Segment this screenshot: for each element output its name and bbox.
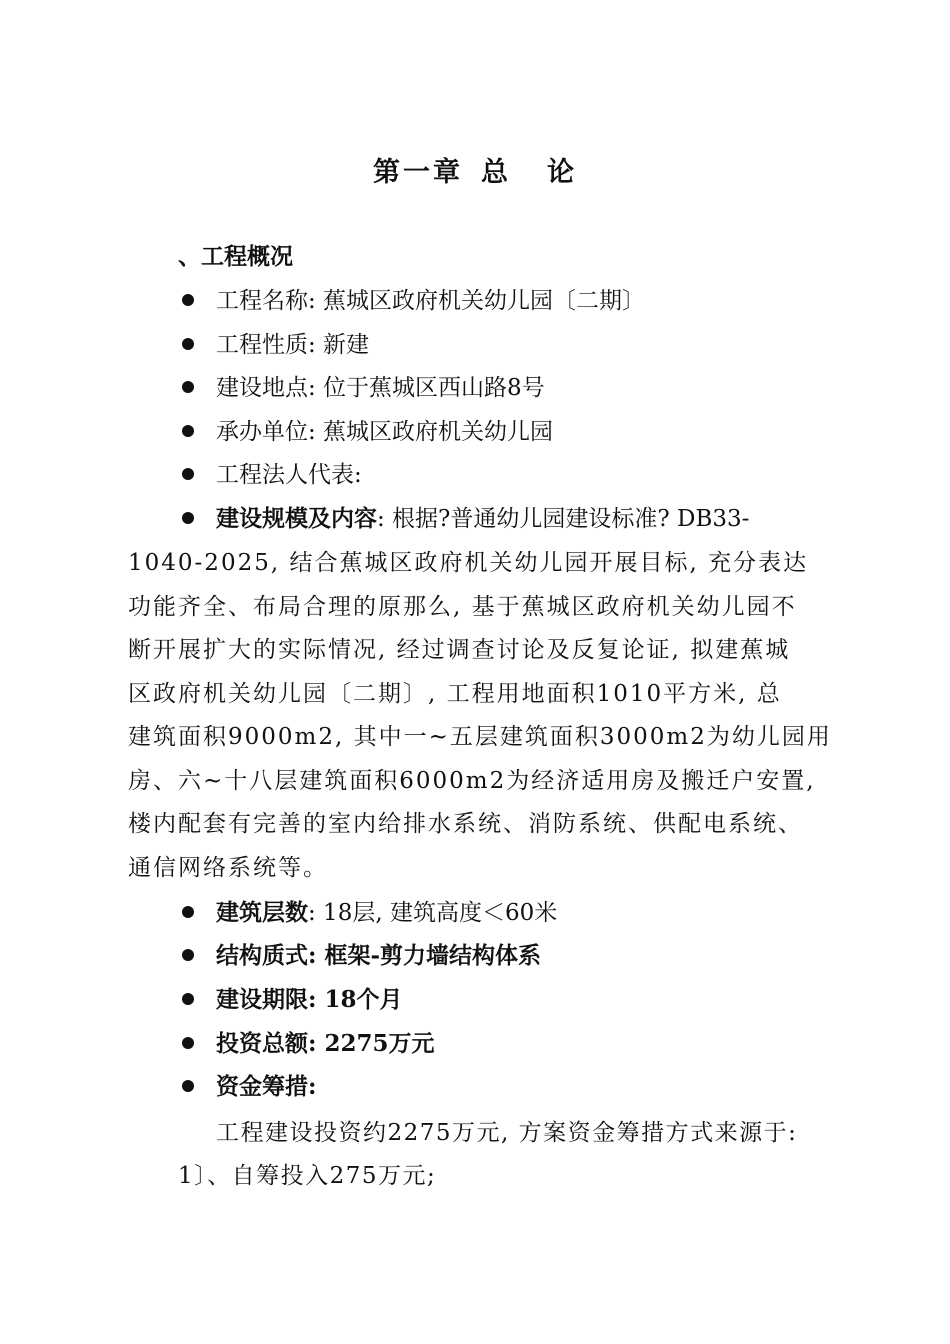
bullet-icon (182, 512, 194, 524)
list-item-period (182, 984, 403, 1016)
bullet-icon (182, 993, 194, 1005)
list-item-text: 工程性质: 新建 (216, 332, 370, 358)
floors-label: 建筑层数 (216, 899, 308, 926)
paragraph-line: 通信网络系统等。 (128, 854, 328, 881)
bullet-icon (182, 1080, 194, 1092)
chapter-title-word-1: 总 (481, 157, 511, 188)
section-heading: 、工程概况 (178, 243, 293, 270)
list-item-text: 资金筹措: (216, 1073, 317, 1100)
funding-item-1: 1〕、自筹投入275万元; (178, 1163, 437, 1189)
bullet-icon (182, 949, 194, 961)
list-item-floors (182, 897, 557, 929)
paragraph-line: 功能齐全、布局合理的原那么, 基于蕉城区政府机关幼儿园不 (128, 593, 797, 620)
bullet-icon (182, 381, 194, 393)
bullet-icon (182, 468, 194, 480)
list-item-text: 建设地点: 位于蕉城区西山路8号 (216, 375, 545, 401)
list-item-text: 承办单位: 蕉城区政府机关幼儿园 (216, 419, 554, 445)
list-item-project-name (182, 285, 645, 317)
chapter-title (0, 150, 950, 189)
list-item-funding (182, 1071, 317, 1103)
bullet-icon (182, 338, 194, 350)
list-item-text: 建设期限: 18个月 (216, 986, 403, 1013)
chapter-number: 第一章 (373, 157, 463, 188)
list-item-legal-rep (182, 459, 362, 491)
paragraph-line: 楼内配套有完善的室内给排水系统、消防系统、供配电系统、 (128, 811, 803, 837)
list-item-text: 工程法人代表: (216, 462, 362, 488)
scale-first-line: 根据?普通幼儿园建设标准? DB33- (384, 506, 750, 532)
list-item-location (182, 372, 545, 404)
list-item-text: 工程名称: 蕉城区政府机关幼儿园〔二期〕 (216, 288, 646, 314)
bullet-icon (182, 425, 194, 437)
list-item-text: 投资总额: 2275万元 (216, 1030, 435, 1057)
paragraph-line: 区政府机关幼儿园〔二期〕, 工程用地面积1010平方米, 总 (128, 680, 782, 707)
list-item-investment (182, 1028, 435, 1060)
funding-paragraph: 工程建设投资约2275万元, 方案资金筹措方式来源于: (216, 1120, 798, 1146)
bullet-icon (182, 1037, 194, 1049)
scale-paragraph (128, 542, 832, 890)
paragraph-line: 1040-2025, 结合蕉城区政府机关幼儿园开展目标, 充分表达 (128, 550, 809, 576)
list-item-text: 结构质式: 框架-剪力墙结构体系 (216, 942, 542, 969)
bullet-icon (182, 906, 194, 918)
list-item-organizer (182, 416, 553, 448)
scale-colon: : (377, 506, 385, 532)
list-item-scale (182, 503, 749, 535)
paragraph-line: 断开展扩大的实际情况, 经过调查讨论及反复论证, 拟建蕉城 (128, 637, 791, 663)
paragraph-line: 房、六~十八层建筑面积6000m2为经济适用房及搬迁户安置, (128, 767, 816, 794)
bullet-icon (182, 294, 194, 306)
list-item-project-nature (182, 329, 369, 361)
chapter-title-word-2: 论 (547, 157, 577, 188)
paragraph-line: 建筑面积9000m2, 其中一~五层建筑面积3000m2为幼儿园用 (128, 724, 832, 750)
list-item-structure (182, 940, 541, 972)
scale-label: 建设规模及内容 (216, 505, 377, 532)
floors-value: : 18层, 建筑高度＜60米 (308, 900, 558, 926)
